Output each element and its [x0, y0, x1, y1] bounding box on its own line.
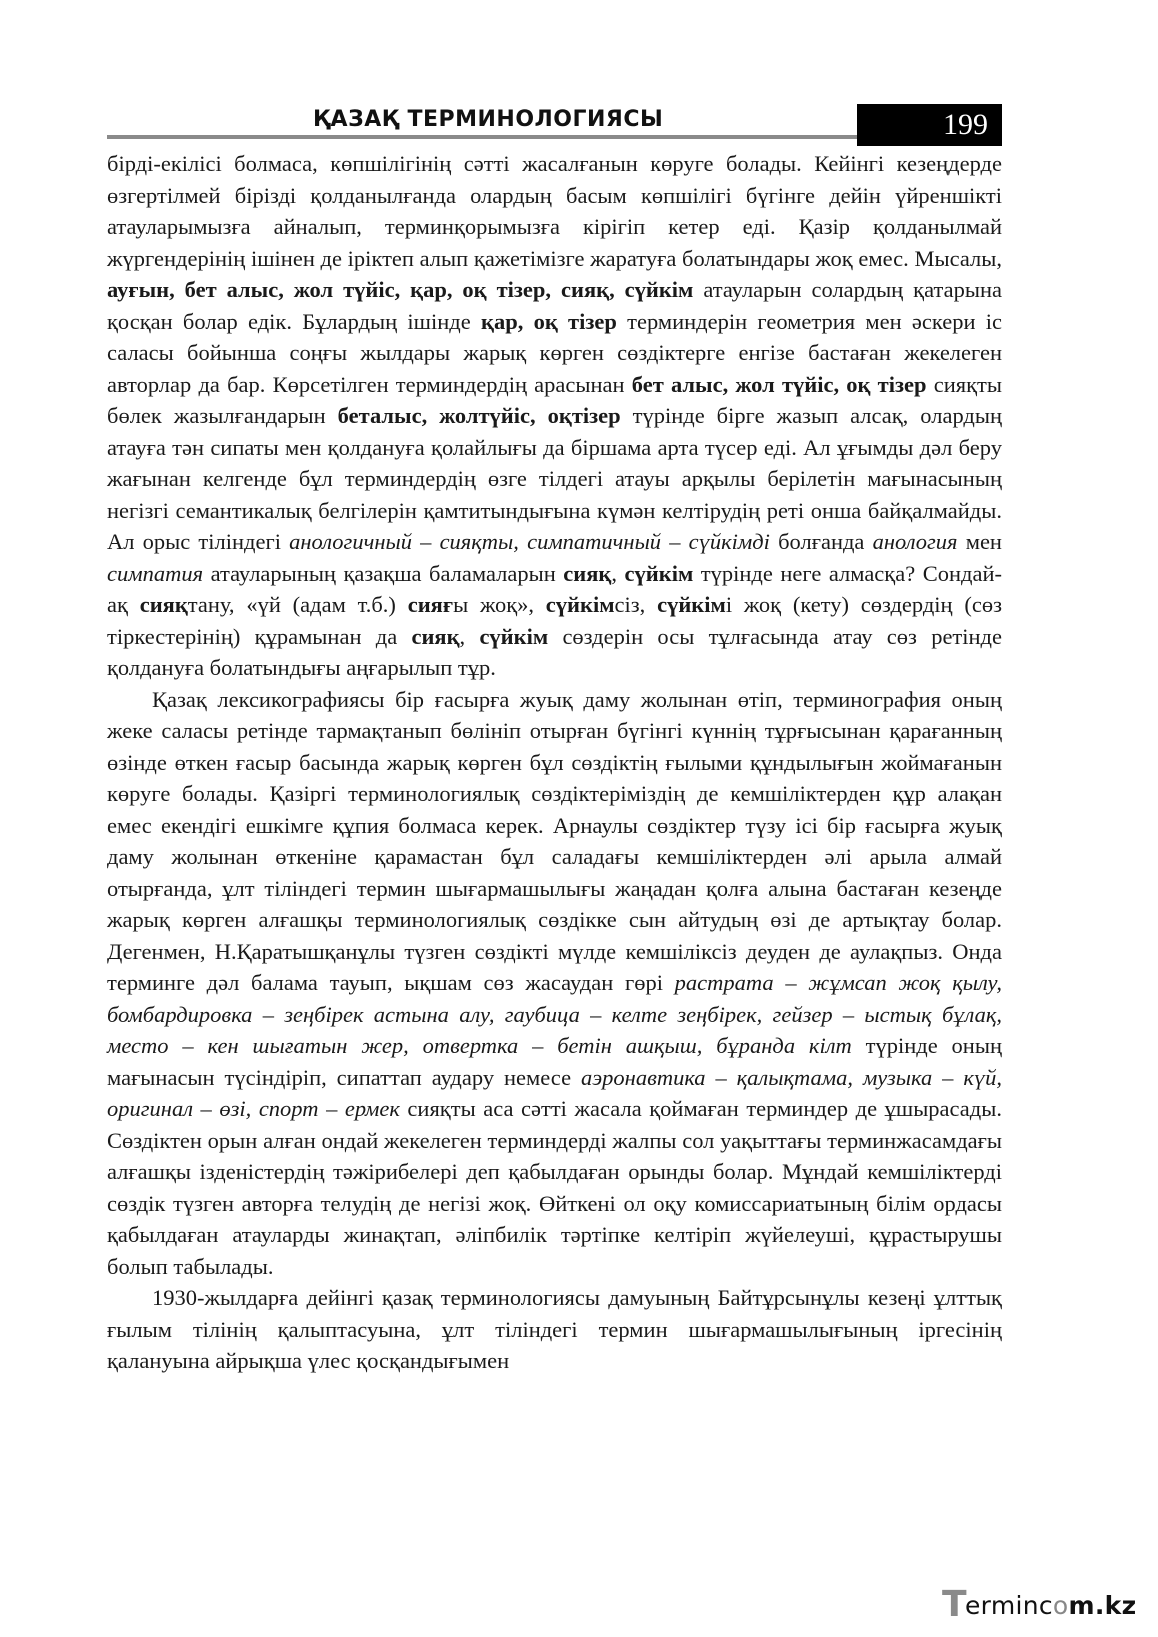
text-run: сіз,: [614, 592, 658, 617]
text-run: бірді-екілісі болмаса, көпшілігінің сәтті жасалғанын көруге болады. Кейінгі кезеңдерде өзгертілмей бірізді қолданылғанда олардың басым көпшілігі бүгінге дейін үйреншікті атауларымызға айналып, терминқорымызға кірігіп кетер еді. Қазір қолданылмай жүргендерінің ішінен де іріктеп алып қажетімізге жаратуға болатындары жоқ емес. Мысалы,: [107, 151, 1002, 271]
watermark-initial: T: [942, 1584, 967, 1625]
text-run: Қазақ лексикографиясы бір ғасырға жуық даму жолынан өтіп, терминография оның жеке саласы ретінде тармақтанып бөлініп отырған бүгінгі күннің тұрғысынан қарағанның өзінде өткен ғасыр басында жарық көрген бұл сөздіктің ғылыми құндылығын жоймағанын көруге болады. Қазіргі терминологиялық сөздіктеріміздің де кемшіліктерден құр алақан емес екендігі ешкімге құпия болмаса керек. Арнаулы сөздіктер түзу ісі бір ғасырға жуық даму жолынан өткеніне қарамастан бұл саладағы кемшіліктерден әлі арыла алмай отырғанда, ұлт тіліндегі термин шығармашылығы жаңадан қолға алына бастаған кезеңде жарық көрген алғашқы терминологиялық сөздікке сын айтудың өзі де артықтау болар. Дегенмен, Н.Қаратышқанұлы түзген сөздікті мүлде кемшіліксіз деуден де аулақпыз. Онда терминге дәл балама тауып, ықшам сөз жасаудан гөрі: [107, 686, 1002, 995]
header-rule: [107, 135, 857, 139]
text-run: сүйкім: [545, 592, 615, 617]
text-run: сияқты бөлек жазылғандарын: [107, 371, 1002, 428]
text-run: терминдерін геометрия мен әскери іс саласы бойынша соңғы жылдары жарық көрген сөздіктерге енгізе бастаған жекелеген авторлар да бар. Көрсетілген терминдердің арасынан: [107, 308, 1002, 397]
text-run: болғанда: [769, 529, 873, 554]
text-run: тану, «үй (адам т.б.): [187, 592, 408, 617]
text-run: і жоқ (кету) сөздердің (сөз тіркестерінің) құрамынан да: [107, 592, 1002, 649]
text-run: 1930-жылдарға дейінгі қазақ терминологиясы дамуының Байтұрсынұлы кезеңі ұлттық ғылым тілінің қалыптасуына, ұлт тіліндегі термин шығармашылығының іргесінің қалануына айрықша үлес қосқандығымен: [107, 1285, 1002, 1373]
paragraph-1: [107, 148, 1002, 684]
text-run: түрінде бірге жазып алсақ, олардың атауға тән сипаты мен қолдануға қолайлығы да біршама арта түсер еді. Ал ұғымды дәл беру жағынан келгенде бұл терминдердің өзге тілдегі атауы арқылы берілетін мағынасының негізгі семантикалық белгілерін қамтитындығына күмән келтірудің реті онша байқалмайды. Ал орыс тіліндегі: [107, 403, 1002, 554]
running-header: [107, 104, 1002, 146]
text-run: атауларын солардың қатарына қосқан болар едік. Бұлардың ішінде: [107, 277, 1002, 334]
watermark-text: [965, 1591, 1136, 1620]
body-text: [107, 148, 1002, 1377]
text-run: атауларының қазақша баламаларын: [203, 560, 564, 586]
text-run: растрата – жұмсап жоқ қылу, бомбардировка – зеңбірек астына алу, гаубица – келте зеңбірек, гейзер – ыстық бұлақ, место – кен шығатын жер, отвертка – бетін ашқыш, бұранда кілт: [107, 970, 1002, 1058]
watermark-part1: erminc: [965, 1591, 1053, 1620]
text-run: сияқ: [139, 592, 188, 617]
text-run: симпатия: [107, 560, 204, 586]
watermark-logo: [942, 1584, 1142, 1628]
text-run: анологичный – сияқты, симпатичный – сүйкімді: [289, 529, 770, 554]
text-run: мен: [957, 529, 1002, 554]
text-run: сияқ: [411, 623, 460, 649]
text-run: беталыс, жолтүйіс, оқтізер: [337, 403, 621, 428]
text-run: түрінде неге алмасқа? Сондай-ақ: [107, 560, 1002, 617]
text-run: аэронавтика – қалықтама, музыка – күй, оригинал – өзі, спорт – ермек: [107, 1064, 1002, 1121]
text-run: сүйкім: [657, 592, 726, 617]
text-run: ауғын, бет алыс, жол түйіс, қар, оқ тізер, сияқ, сүйкім: [107, 277, 694, 302]
text-run: анология: [872, 529, 958, 554]
text-run: қар, оқ тізер: [480, 308, 617, 334]
text-run: ,: [459, 623, 480, 649]
header-title: ҚАЗАҚ ТЕРМИНОЛОГИЯСЫ: [313, 107, 664, 132]
watermark-o: o: [1052, 1591, 1069, 1620]
text-run: сияқты аса сәтті жасала қоймаған терминдер де ұшырасады. Сөздіктен орын алған ондай жекелеген терминдерді жалпы сол уақыттағы терминжасамдағы алғашқы ізденістердің тәжірибелері деп қабылдаған орынды болар. Мұндай кемшіліктерді сөздік түзген авторға телудің де негізі жоқ. Өйткені ол оқу комиссариатының білім ордасы қабылдаған атауларды жинақтап, әліпбилік тәртіпке келтіріп жүйелеуші, құрастырушы болып табылады.: [107, 1096, 1002, 1279]
paragraph-2: [107, 684, 1002, 1283]
text-run: бет алыс, жол түйіс, оқ тізер: [631, 371, 927, 397]
text-run: сүйкім: [479, 623, 549, 649]
page-number: 199: [857, 104, 1002, 146]
watermark-part2: m.kz: [1068, 1591, 1137, 1620]
text-run: түрінде оның мағынасын түсіндіріп, сипаттап аудару немесе: [107, 1033, 1002, 1090]
text-run: сияғ: [407, 592, 454, 617]
paragraph-3: [107, 1282, 1002, 1377]
text-run: ы жоқ»,: [453, 592, 546, 617]
text-run: сөздерін осы тұлғасында атау сөз ретінде қолдануға болатындығы аңғарылып тұр.: [107, 623, 1002, 680]
text-run: сүйкім: [624, 560, 694, 586]
text-run: ,: [611, 560, 625, 586]
text-run: сияқ: [563, 560, 612, 586]
